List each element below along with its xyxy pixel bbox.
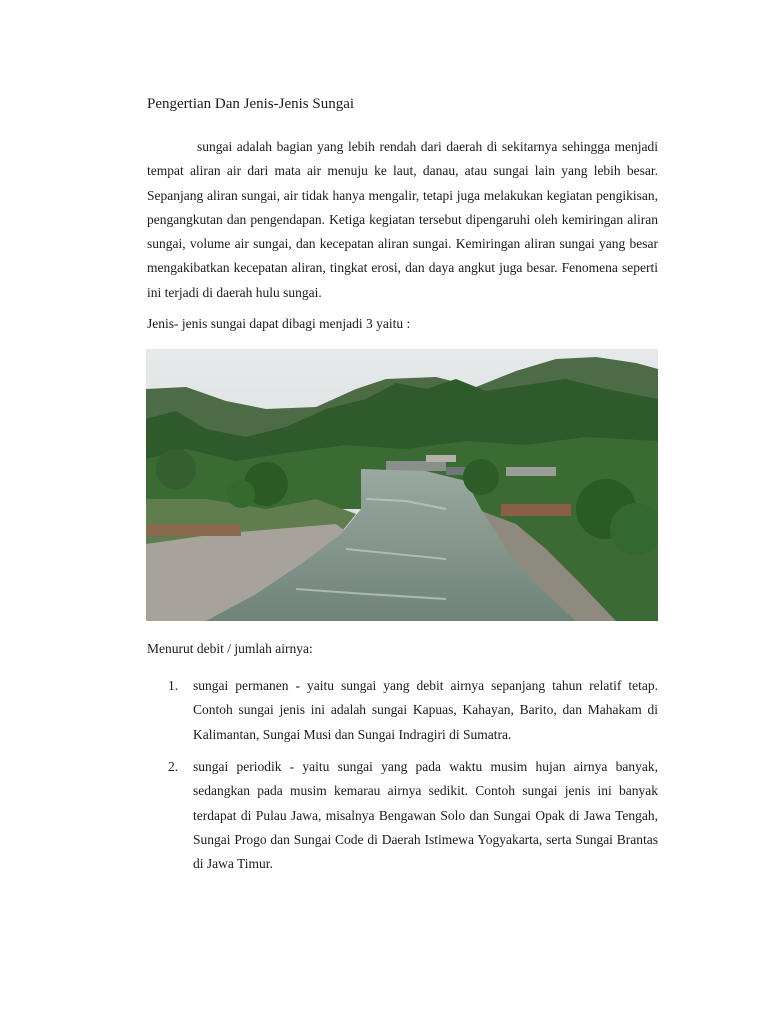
list-item-text: sungai periodik - yaitu sungai yang pada waktu musim hujan airnya banyak, sedangkan pada musim kemarau airnya sedikit. Contoh sungai jenis ini banyak terdapat di Pulau Jawa, misalnya Bengawan Solo dan Sungai Opak di Jawa Tengah, Sungai Progo dan Sungai Code di Daerah Istimewa Yogyakarta, serta Sungai Brantas di Jawa Timur.: [193, 759, 658, 872]
list-item-text: sungai permanen - yaitu sungai yang debit airnya sepanjang tahun relatif tetap. Contoh sungai jenis ini adalah sungai Kapuas, Kahayan, Barito, dan Mahakam di Kalimantan, Sungai Musi dan Sungai Indragiri di Sumatra.: [193, 678, 658, 742]
list-item-number: 1.: [168, 678, 179, 693]
list-item-number: 2.: [168, 759, 179, 774]
page-title: Pengertian Dan Jenis-Jenis Sungai: [147, 96, 355, 112]
river-photo: [146, 349, 658, 621]
definition-paragraph: sungai adalah bagian yang lebih rendah dari daerah di sekitarnya sehingga menjadi tempat aliran air dari mata air menuju ke laut, danau, atau sungai lain yang lebih besar. Sepanjang aliran sungai, air tidak hanya mengalir, tetapi juga melakukan kegiatan pengikisan, pengangkutan dan pengendapan. Ketiga kegiatan tersebut dipengaruhi oleh kemiringan aliran sungai, volume air sungai, dan kecepatan aliran sungai. Kemiringan aliran sungai yang besar mengakibatkan kecepatan aliran, tingkat erosi, dan daya angkut juga besar. Fenomena seperti ini terjadi di daerah hulu sungai.: [147, 139, 658, 300]
intro-text: Jenis- jenis sungai dapat dibagi menjadi 3 yaitu :: [147, 316, 411, 331]
subheading: Menurut debit / jumlah airnya:: [147, 641, 313, 656]
